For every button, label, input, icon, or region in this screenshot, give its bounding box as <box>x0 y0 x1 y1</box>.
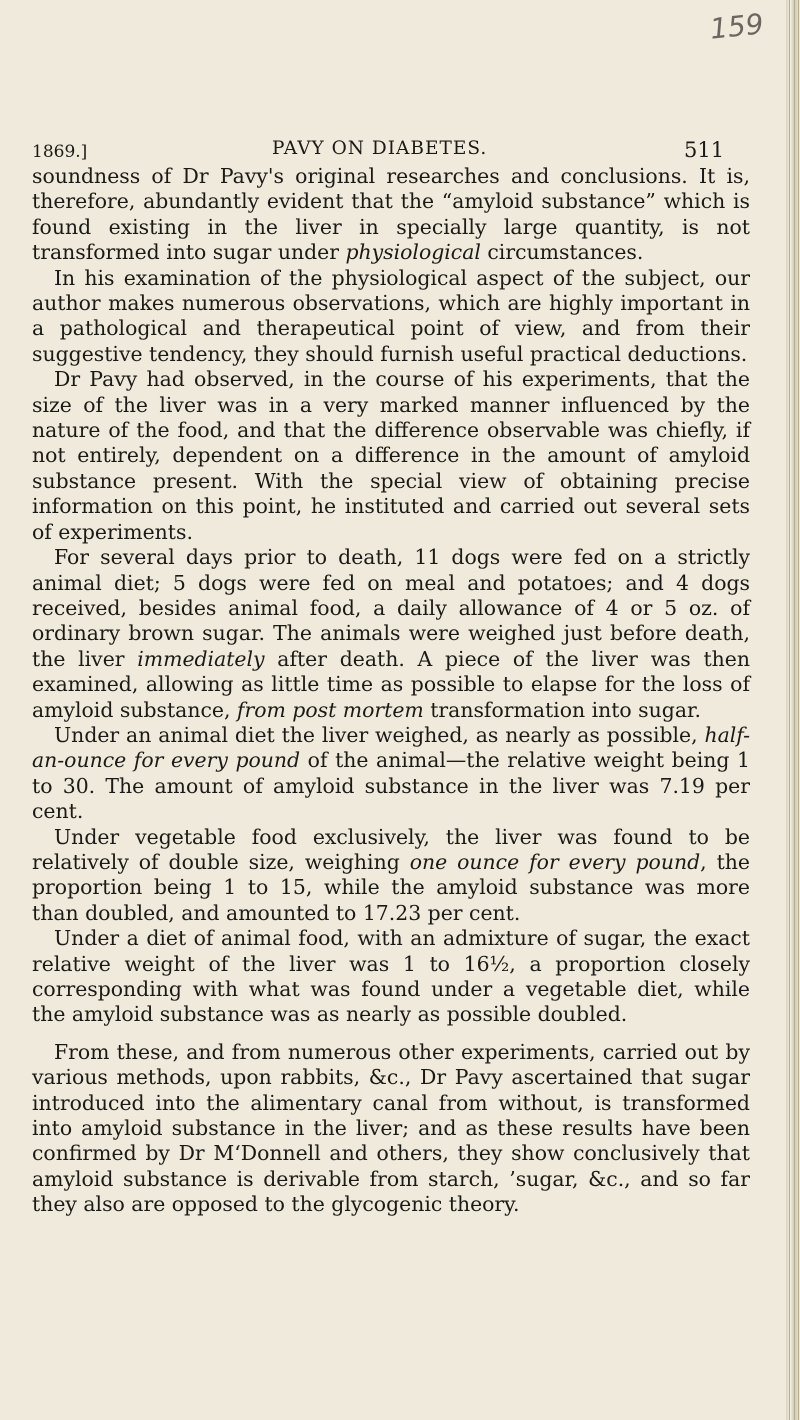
text-run: Under vegetable food exclusively, the liver was found to be relatively of double size, weighing <box>32 824 750 874</box>
text-run: From these, and from numerous other experiments, carried out by various methods, upon rabbits, &c., Dr Pavy ascertained that sugar introduced into the alimentary canal from without, is transformed into amyloid substance in the liver; and as these results have been confirmed by Dr M‘Donnell and others, they show conclusively that amyloid substance is derivable from starch, ’sugar, &c., and so far they also are opposed to the glycogenic theory. <box>32 1039 750 1217</box>
paragraph <box>32 825 750 927</box>
running-header <box>0 138 786 164</box>
text-run: transformation into sugar. <box>423 697 701 722</box>
text-run: Under a diet of animal food, with an admixture of sugar, the exact relative weight of the liver was 1 to 16½, a proportion closely corresponding with what was found under a vegetable diet, while the amyloid substance was as nearly as possible doubled. <box>32 926 750 1027</box>
text-run: soundness of Dr Pavy's original researches and conclusions. It is, therefore, abundantly evident that the “amyloid substance” which is found existing in the liver in specially large quantity, is not transformed into sugar under <box>32 164 750 265</box>
header-year: 1869.] <box>32 142 88 162</box>
italic-text: immediately <box>137 646 265 671</box>
paragraph <box>32 926 750 1028</box>
page-number: 511 <box>684 138 725 162</box>
text-run: Under an animal diet the liver weighed, as nearly as possible, <box>54 722 705 747</box>
text-run: circumstances. <box>480 240 644 265</box>
page-edge <box>786 0 800 1420</box>
text-run: after death. A piece of the liver was then examined, allowing as little time as possible to elapse for the loss of amyloid substance, <box>32 646 751 722</box>
text-run: For several days prior to death, 11 dogs were fed on a strictly animal diet; 5 dogs were fed on meal and potatoes; and 4 dogs received, besides animal food, a daily allowance of 4 or 5 oz. of ordinary brown sugar. The animals were weighed just before death, the liver <box>32 545 750 671</box>
paragraph <box>32 723 750 825</box>
header-title: PAVY ON DIABETES. <box>272 138 488 159</box>
italic-text: half-an-ounce for every pound <box>32 722 750 773</box>
italic-text: from post mortem <box>236 697 424 722</box>
paragraph <box>32 266 750 368</box>
italic-text: physiological <box>345 240 481 265</box>
paragraph <box>32 367 750 545</box>
italic-text: one ounce for every pound <box>409 849 701 874</box>
paragraph <box>32 545 750 723</box>
paragraph <box>32 164 750 266</box>
handwritten-marginal-note: 159 <box>708 7 766 46</box>
text-run: Dr Pavy had observed, in the course of his experiments, that the size of the liver was in a very marked manner influenced by the nature of the food, and that the difference observable was chiefly, if not entirely, dependent on a difference in the amount of amyloid substance present. With the special view of obtaining precise information on this point, he instituted and carried out several sets of experiments. <box>32 367 750 544</box>
body-text <box>32 164 750 1218</box>
text-run: , the proportion being 1 to 15, while the amyloid substance was more than doubled, and amounted to 17.23 per cent. <box>32 849 750 925</box>
paragraph <box>32 1040 750 1218</box>
text-run: of the animal—the relative weight being 1 to 30. The amount of amyloid substance in the liver was 7.19 per cent. <box>32 748 750 824</box>
text-run: In his examination of the physiological aspect of the subject, our author makes numerous observations, which are highly important in a pathological and therapeutical point of view, and from their suggestive tendency, they should furnish useful practical deductions. <box>32 265 750 366</box>
